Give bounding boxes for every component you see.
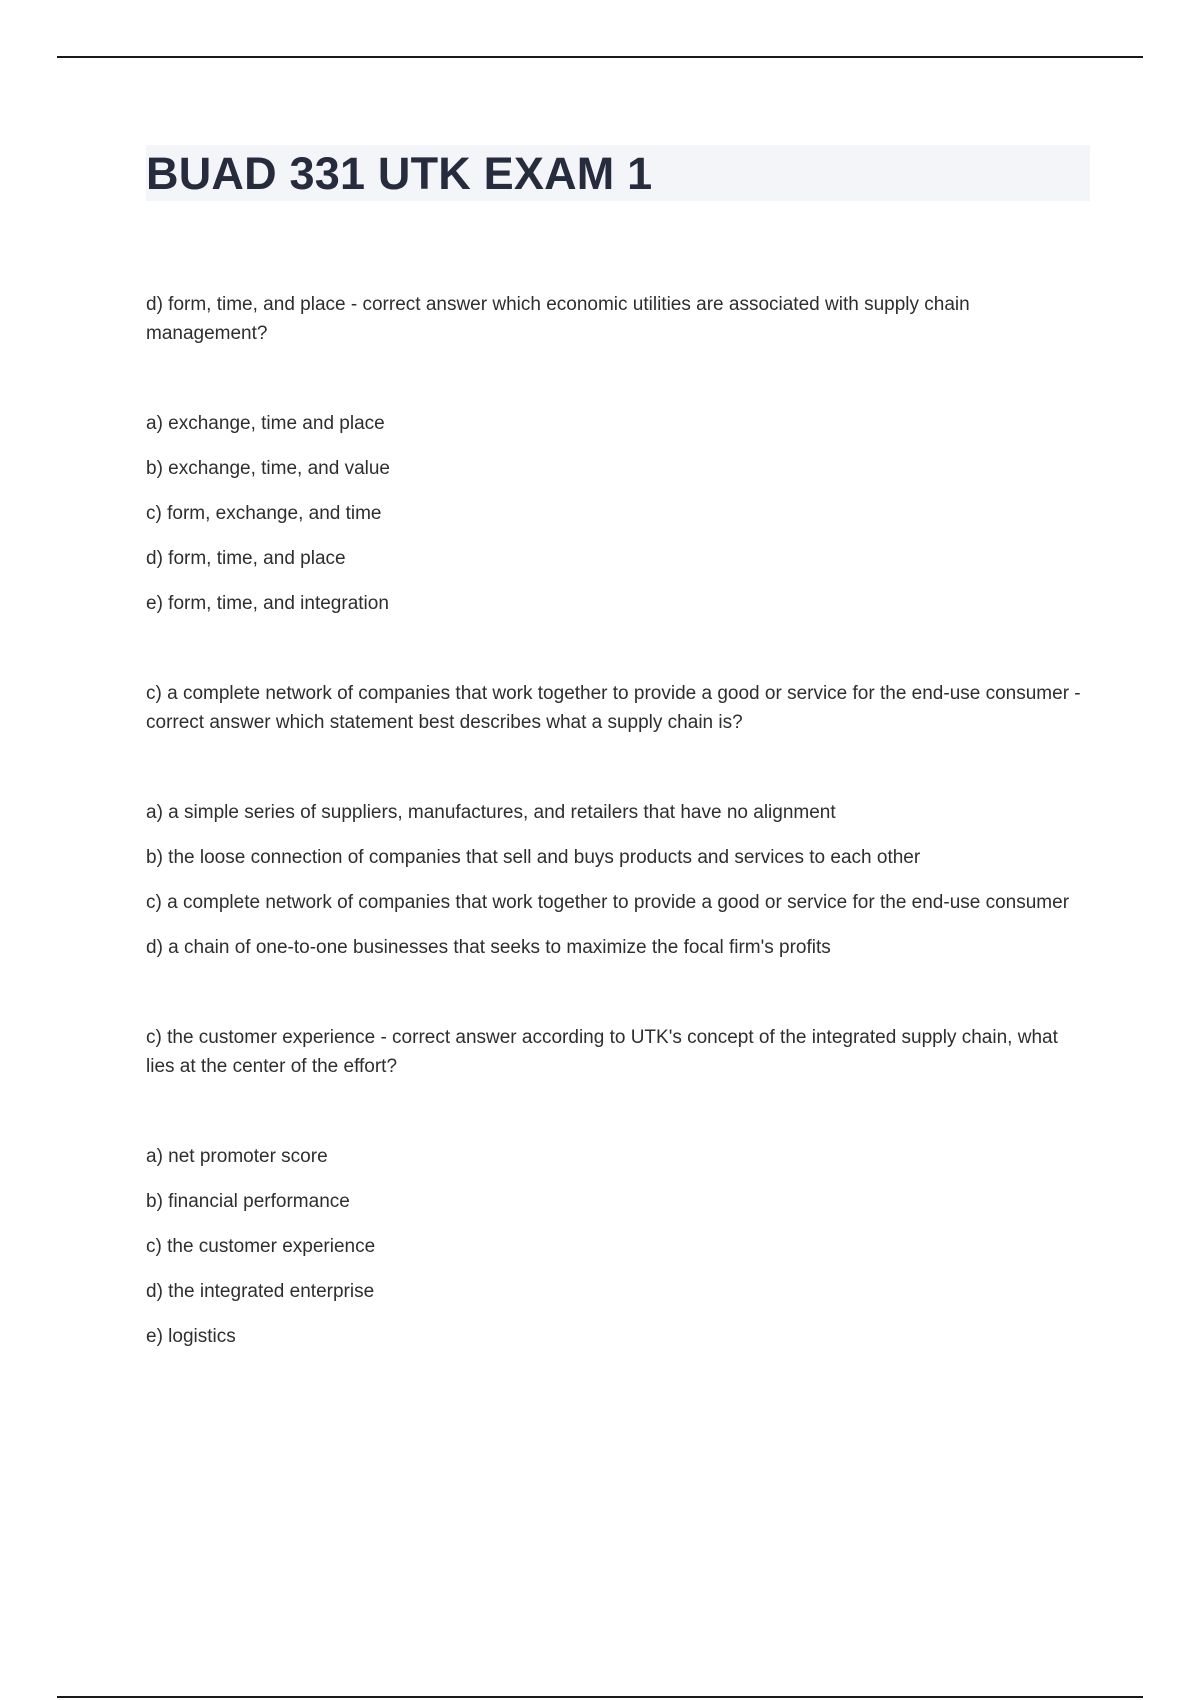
bottom-divider (57, 1696, 1143, 1698)
option-item: a) net promoter score (146, 1146, 328, 1167)
option-item: d) the integrated enterprise (146, 1281, 375, 1302)
option-item: c) a complete network of companies that work together to provide a good or service for the end-use consumer (146, 892, 1070, 913)
option-item: c) the customer experience (146, 1236, 376, 1257)
option-item: e) logistics (146, 1326, 236, 1347)
option-list (146, 798, 1086, 962)
option-item: b) financial performance (146, 1191, 350, 1212)
option-item: e) form, time, and integration (146, 593, 389, 614)
option-list (146, 1142, 1086, 1351)
question-answer: c) the customer experience - correct answer according to UTK's concept of the integrated supply chain, what lies at the center of the effort? (146, 1027, 1058, 1077)
option-item: b) exchange, time, and value (146, 458, 390, 479)
question-answer: c) a complete network of companies that work together to provide a good or service for the end-use consumer - correct answer which statement best describes what a supply chain is? (146, 683, 1081, 733)
document-body (146, 290, 1086, 1351)
option-item: a) a simple series of suppliers, manufactures, and retailers that have no alignment (146, 802, 836, 823)
option-item: d) form, time, and place (146, 548, 346, 569)
page-title: BUAD 331 UTK EXAM 1 (146, 148, 653, 199)
option-item: a) exchange, time and place (146, 413, 385, 434)
option-item: d) a chain of one-to-one businesses that seeks to maximize the focal firm's profits (146, 937, 831, 958)
option-item: c) form, exchange, and time (146, 503, 382, 524)
question-answer: d) form, time, and place - correct answer which economic utilities are associated with supply chain management? (146, 294, 970, 344)
top-divider (57, 56, 1143, 58)
option-list (146, 409, 1086, 618)
option-item: b) the loose connection of companies that sell and buys products and services to each other (146, 847, 921, 868)
